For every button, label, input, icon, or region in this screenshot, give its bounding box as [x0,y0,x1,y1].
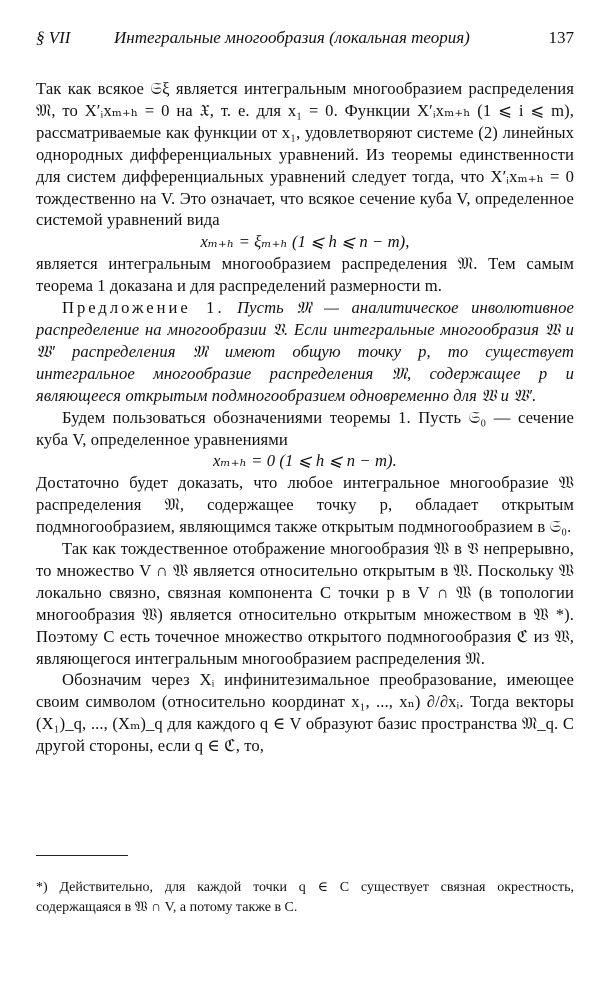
formula: xₘ₊ₕ = 0 (1 ⩽ h ⩽ n − m). [213,451,397,471]
proposition [36,297,574,407]
paragraph: Так как всякое 𝔖ξ является интегральным многообразием распределения 𝔐, то X′ᵢxₘ₊ₕ = 0 на 𝔛, т. е. для x₁ = 0. Функции X′ᵢxₘ₊ₕ (1 ⩽ i ⩽ m), рассматриваемые как функции от x₁, удовлетворяют системе (2) линейных однородных дифференциальных уравнений. Из теоремы единственности для систем дифференциальных уравнений следует тогда, что X′ᵢxₘ₊ₕ = 0 тождественно на V. Это означает, что всякое сечение куба V, определенное системой уравнений вида [36,79,574,230]
header-section: § VII [36,28,71,47]
paragraph: Обозначим через Xᵢ инфинитезимальное преобразование, имеющее своим символом (относительно координат x₁, ..., xₙ) ∂/∂xᵢ. Тогда векторы (X₁)_q, ..., (Xₘ)_q для каждого q ∈ V образуют базис пространства 𝔐_q. С другой стороны, если q ∈ ℭ, то, [36,670,574,756]
running-header [36,28,574,56]
formula: xₘ₊ₕ = ξₘ₊ₕ (1 ⩽ h ⩽ n − m), [200,232,410,252]
paragraph: является интегральным многообразием распределения 𝔐. Тем самым теорема 1 доказана и для распределений размерности m. [36,254,574,296]
paragraph: Будем пользоваться обозначениями теоремы 1. Пусть 𝔖₀ — сечение куба V, определенное уравнениями [36,407,574,449]
paragraph: Так как тождественное отображение многообразия 𝔚 в 𝔙 непрерывно, то множество V ∩ 𝔚 является относительно открытым в 𝔚. Поскольку 𝔚 локально связно, связная компонента C точки p в V ∩ 𝔚 (в топологии многообразия 𝔚) является относительно открытым множеством в 𝔚 *). Поэтому C есть точечное множество открытого подмногообразия ℭ из 𝔚, являющегося интегральным многообразием распределения 𝔐. [36,539,574,668]
header-title: Интегральные многообразия (локальная теория) [114,28,470,47]
proposition-head: Предложение 1. [62,298,225,318]
main-text [36,78,574,757]
page-number: 137 [548,28,574,47]
proposition-text: Пусть 𝔐 — аналитическое инволютивное распределение на многообразии 𝔙. Если интегральные многообразия 𝔚 и 𝔚′ распределения 𝔐 имеют общую точку p, то существует интегральное многообразие распределения 𝔐, содержащее p и являющееся открытым подмногообразием одновременно для 𝔚 и 𝔚′. [36,298,575,405]
footnote-rule [36,855,128,856]
footnote: *) Действительно, для каждой точки q ∈ C существует связная окрестность, содержащаяся в 𝔚 ∩ V, а потому также в C. [36,880,574,915]
paragraph: Достаточно будет доказать, что любое интегральное многообразие 𝔚 распределения 𝔐, содержащее точку p, обладает открытым подмногообразием, являющимся также открытым подмногообразием в 𝔖₀. [36,473,574,537]
